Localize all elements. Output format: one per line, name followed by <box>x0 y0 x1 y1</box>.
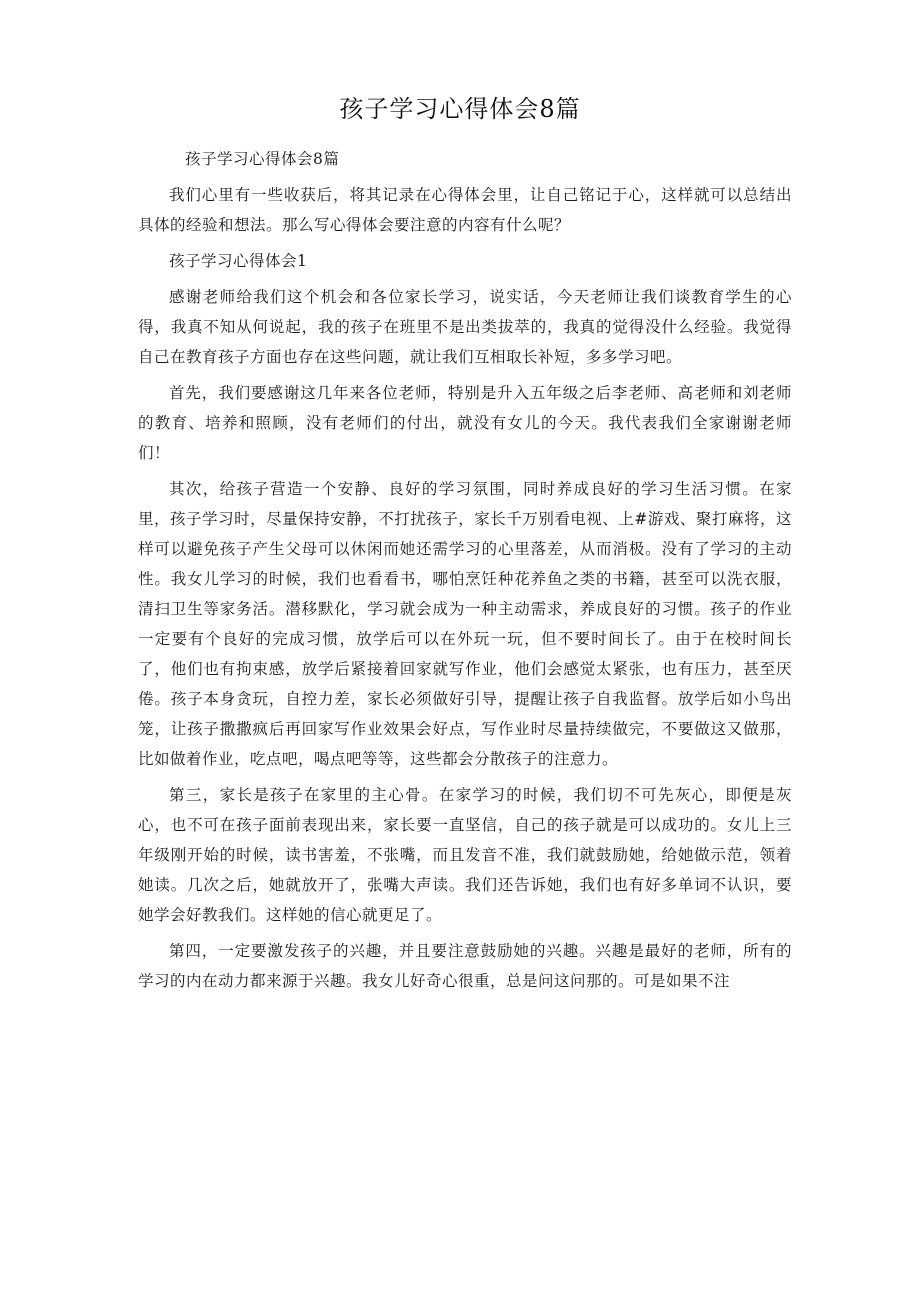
subtitle-paragraph: 孩子学习心得体会8篇 <box>185 150 340 168</box>
document-title: 孩子学习心得体会8篇 <box>339 95 581 123</box>
body-paragraph: 首先，我们要感谢这几年来各位老师，特别是升入五年级之后李老师、高老师和刘老师的教育、培养和照顾，没有老师们的付出，就没有女儿的今天。我代表我们全家谢谢老师们！ <box>138 384 792 462</box>
intro-paragraph: 我们心里有一些收获后，将其记录在心得体会里，让自己铭记于心，这样就可以总结出具体的经验和想法。那么写心得体会要注意的内容有什么呢？ <box>138 186 792 234</box>
body-paragraph: 第四，一定要激发孩子的兴趣，并且要注意鼓励她的兴趣。兴趣是最好的老师，所有的学习的内在动力都来源于兴趣。我女儿好奇心很重，总是问这问那的。可是如果不注 <box>138 942 792 990</box>
body-paragraph: 第三，家长是孩子在家里的主心骨。在家学习的时候，我们切不可先灰心，即便是灰心，也不可在孩子面前表现出来，家长要一直坚信，自己的孩子就是可以成功的。女儿上三年级刚开始的时候，读书害羞，不张嘴，而且发音不准，我们就鼓励她，给她做示范，领着她读。几次之后，她就放开了，张嘴大声读。我们还告诉她，我们也有好多单词不认识，要她学会好教我们。这样她的信心就更足了。 <box>138 786 792 924</box>
body-paragraph: 感谢老师给我们这个机会和各位家长学习，说实话，今天老师让我们谈教育学生的心得，我真不知从何说起，我的孩子在班里不是出类拔萃的，我真的觉得没什么经验。我觉得自己在教育孩子方面也存在这些问题，就让我们互相取长补短，多多学习吧。 <box>138 288 792 366</box>
section-heading: 孩子学习心得体会1 <box>169 252 308 270</box>
document-body <box>138 144 792 996</box>
body-paragraph: 其次，给孩子营造一个安静、良好的学习氛围，同时养成良好的学习生活习惯。在家里，孩子学习时，尽量保持安静，不打扰孩子，家长千万别看电视、上#游戏、聚打麻将，这样可以避免孩子产生父母可以休闲而她还需学习的心里落差，从而消极。没有了学习的主动性。我女儿学习的时候，我们也看看书，哪怕烹饪种花养鱼之类的书籍，甚至可以洗衣服，清扫卫生等家务活。潜移默化，学习就会成为一种主动需求，养成良好的习惯。孩子的作业一定要有个良好的完成习惯，放学后可以在外玩一玩，但不要时间长了。由于在校时间长了，他们也有拘束感，放学后紧接着回家就写作业，他们会感觉太紧张，也有压力，甚至厌倦。孩子本身贪玩，自控力差，家长必须做好引导，提醒让孩子自我监督。放学后如小鸟出笼，让孩子撒撒疯后再回家写作业效果会好点，写作业时尽量持续做完，不要做这又做那，比如做着作业，吃点吧，喝点吧等等，这些都会分散孩子的注意力。 <box>138 480 792 768</box>
